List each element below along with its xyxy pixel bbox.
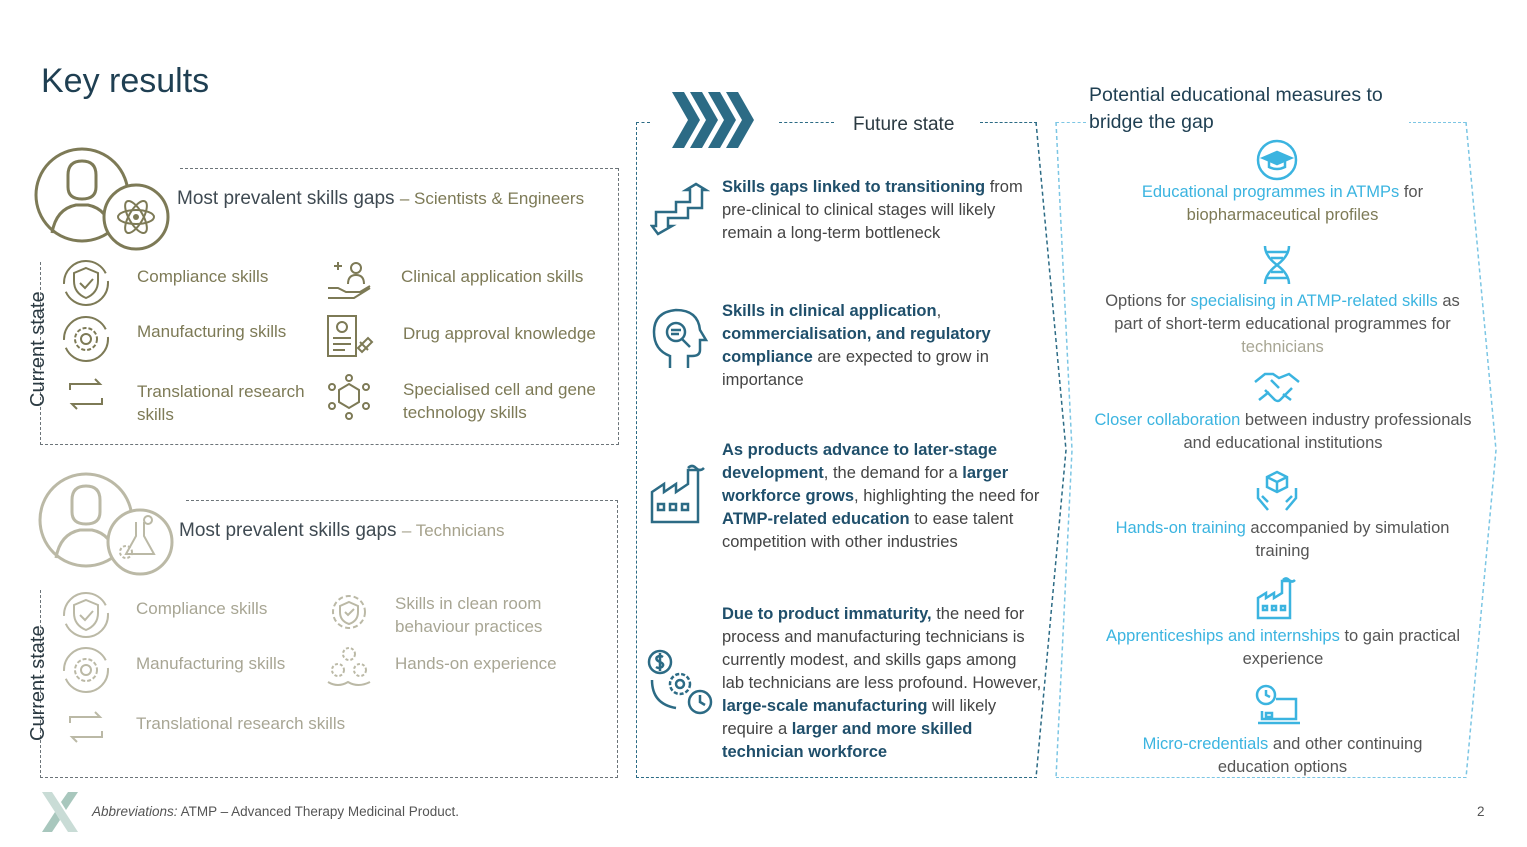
page-number: 2 [1477, 804, 1485, 819]
scientists-header-sub: – Scientists & Engineers [399, 189, 585, 208]
gear-cycle-icon [60, 645, 112, 695]
measure-5 [1095, 625, 1471, 671]
scientists-box-top-line [180, 168, 618, 169]
technicians-header [179, 520, 505, 542]
measure-2-grey: technicians [1241, 338, 1324, 356]
transition-arrows-icon [650, 182, 710, 242]
footer-abbr-label: Abbreviations: [92, 804, 178, 819]
future-item-3-text-b: , highlighting the need for [854, 487, 1040, 505]
future-item-2 [722, 300, 1042, 392]
future-item-3-bold-a: As products advance to later-stage development [722, 441, 998, 482]
scientists-header-main: Most prevalent skills gaps [177, 188, 395, 209]
measure-4-text: accompanied by simulation training [1245, 519, 1450, 560]
document-approval-icon [324, 312, 374, 362]
page-title: Key results [41, 62, 210, 100]
measure-1-olive: biopharmaceutical profiles [1186, 206, 1379, 224]
handshake-icon [1253, 366, 1301, 408]
future-item-4-text-b: will likely require a [722, 697, 997, 738]
measure-4-highlight: Hands-on training [1115, 519, 1246, 537]
future-box-top-right [980, 122, 1037, 123]
laptop-clock-icon [1252, 683, 1302, 729]
future-item-4-text-a: the need for process and manufacturing technicians is currently modest, and skills gaps among lab technicians are less profound. However, [722, 605, 1042, 692]
future-item-4-bold-c: larger and more skilled technician workforce [722, 720, 973, 761]
measure-5-highlight: Apprenticeships and internships [1105, 627, 1340, 645]
arrows-cycle-icon [62, 372, 110, 416]
s1-skill-manufacturing: Manufacturing skills [137, 322, 287, 341]
factory-icon [1255, 576, 1299, 620]
s2-skill-compliance: Compliance skills [136, 599, 268, 618]
arrows-cycle-icon [62, 705, 110, 749]
scientists-header [177, 188, 584, 210]
scientist-avatar-icon [32, 145, 177, 260]
chevrons-icon [670, 92, 755, 148]
molecule-network-icon [324, 372, 374, 422]
measures-box-left-edge [1050, 122, 1080, 780]
future-item-3-bold-b: larger workforce grows [722, 464, 1009, 505]
future-item-4-bold-b: large-scale manufacturing [722, 697, 928, 715]
measure-6-highlight: Micro-credentials [1142, 735, 1269, 753]
measure-2-highlight: specialising in ATMP-related skills [1190, 292, 1438, 310]
future-item-1 [722, 176, 1042, 245]
footer-abbreviations [92, 804, 459, 819]
dna-icon [1261, 244, 1293, 286]
measure-2 [1090, 290, 1475, 359]
future-item-3-text-c: to ease talent competition with other industries [722, 510, 1014, 551]
company-logo-icon [40, 790, 80, 834]
money-gear-clock-icon [644, 646, 714, 718]
hand-heart-person-icon [324, 258, 374, 302]
shield-check-icon [60, 590, 112, 640]
measure-1 [1100, 181, 1465, 227]
shield-check-icon [60, 258, 112, 308]
future-box-top-left [636, 122, 650, 123]
future-item-4-bold-a: Due to product immaturity, [722, 605, 932, 623]
future-box-left-line [636, 122, 637, 778]
hands-box-icon [1254, 468, 1300, 514]
measure-2-text-b: as part of short-term educational programmes for [1114, 292, 1460, 333]
future-item-1-bold: Skills gaps linked to transitioning [722, 178, 986, 196]
future-item-1-text: from pre-clinical to clinical stages will likely remain a long-term bottleneck [722, 178, 1023, 242]
s2-skill-clean-room: Skills in clean room behaviour practices [395, 594, 543, 636]
technicians-header-sub: – Technicians [401, 521, 505, 540]
measure-3-text: between industry professionals and educational institutions [1183, 411, 1472, 452]
gear-cycle-icon [60, 314, 112, 364]
future-state-title: Future state [853, 114, 955, 135]
measure-3 [1085, 409, 1481, 455]
future-item-2-bold-b: commercialisation, and regulatory compliance [722, 325, 991, 366]
technicians-header-main: Most prevalent skills gaps [179, 520, 397, 541]
future-item-2-text-a: , [936, 302, 942, 320]
head-search-icon [650, 308, 710, 370]
measure-4 [1100, 517, 1465, 563]
measures-title: Potential educational measures to bridge the gap [1089, 82, 1409, 136]
technicians-box-right-line [617, 500, 618, 778]
s1-skill-compliance: Compliance skills [137, 267, 269, 286]
gears-hands-icon [324, 642, 374, 690]
future-item-4 [722, 603, 1042, 764]
graduation-cap-icon [1255, 138, 1299, 182]
s1-skill-translational: Translational research skills [137, 382, 305, 424]
s1-skill-clinical: Clinical application skills [401, 267, 584, 286]
future-item-3-bold-c: ATMP-related education [722, 510, 910, 528]
measure-5-text: to gain practical experience [1242, 627, 1461, 668]
s2-skill-manufacturing: Manufacturing skills [136, 654, 286, 673]
future-item-3-text-a: , the demand for a [823, 464, 963, 482]
s2-skill-hands-on: Hands-on experience [395, 654, 557, 673]
technicians-box-top-line [186, 500, 618, 501]
technicians-box-bottom-line [40, 777, 618, 778]
measure-2-text-a: Options for [1105, 292, 1191, 310]
current-state-label-2: Current state [27, 625, 49, 741]
measure-6-text: and other continuing education options [1217, 735, 1423, 776]
s2-skill-translational: Translational research skills [136, 714, 346, 733]
bacteria-shield-icon [324, 588, 374, 636]
footer-abbr-text: ATMP – Advanced Therapy Medicinal Product. [177, 804, 459, 819]
s1-skill-drug-approval: Drug approval knowledge [403, 324, 596, 343]
future-box-top-mid [779, 122, 834, 123]
factory-icon [648, 462, 710, 524]
future-item-2-text-b: are expected to grow in importance [722, 348, 989, 389]
future-item-3 [722, 439, 1042, 554]
measure-1-text: for [1399, 183, 1424, 201]
future-item-2-bold-a: Skills in clinical application [722, 302, 937, 320]
technician-avatar-icon [36, 470, 181, 585]
s1-skill-cell-gene: Specialised cell and gene technology skills [403, 380, 596, 422]
future-box-bottom-line [636, 777, 1037, 778]
current-state-label-1: Current state [27, 291, 49, 407]
measure-3-highlight: Closer collaboration [1094, 411, 1241, 429]
measure-6 [1110, 733, 1455, 779]
measure-1-highlight: Educational programmes in ATMPs [1141, 183, 1400, 201]
